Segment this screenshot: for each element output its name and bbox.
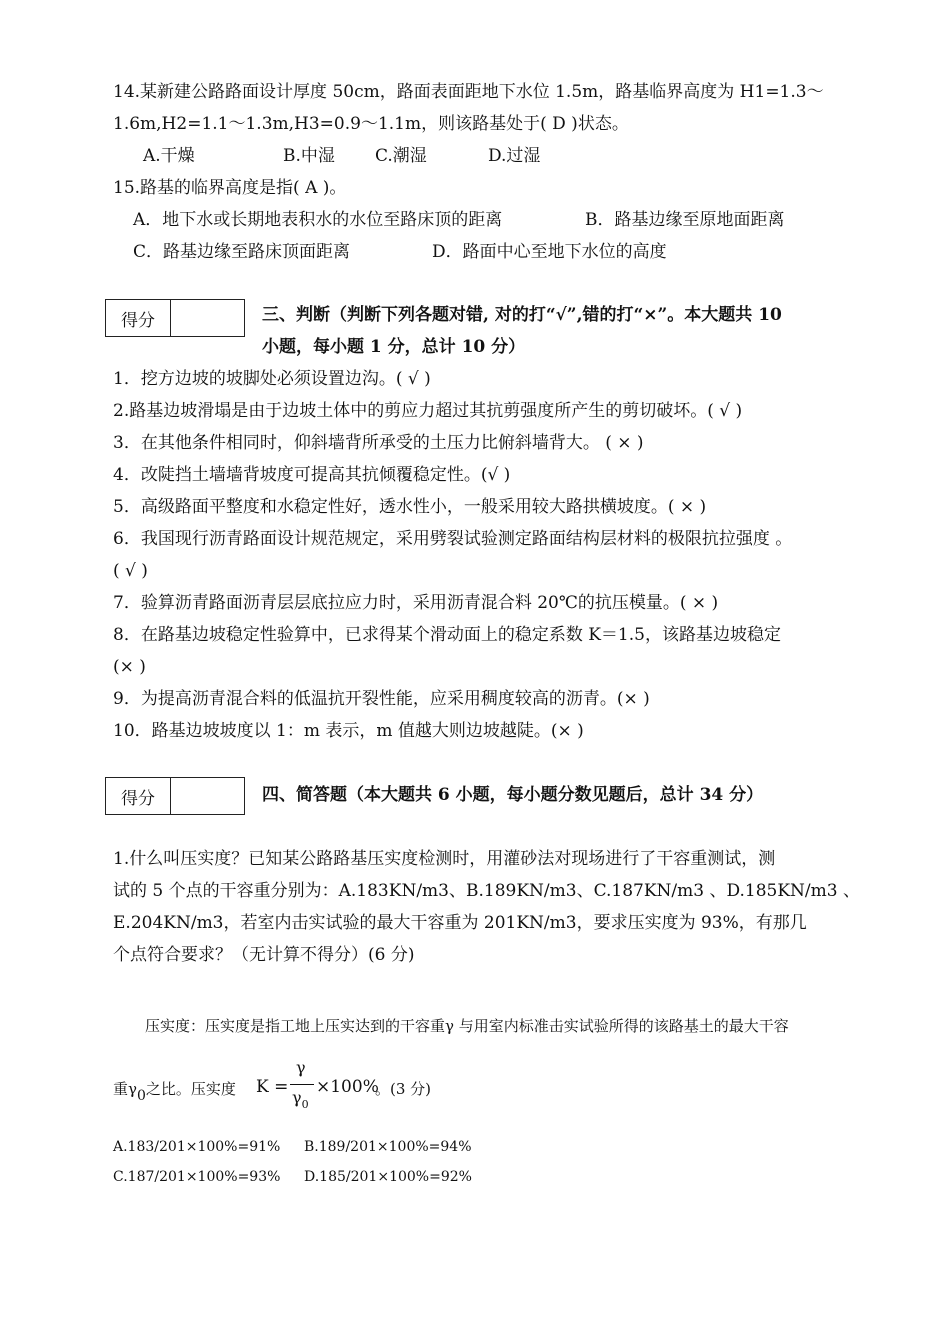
q14-line2: 1.6m,H2=1.1～1.3m,H3=0.9～1.1m，则该路基处于( D )状态。 [113, 114, 629, 134]
q15-option-c: C．路基边缘至路床顶面距离 [133, 242, 351, 262]
q-short-1-line2: 试的 5 个点的干容重分别为：A.183KN/m3、B.189KN/m3、C.187KN/m3 、D.185KN/m3 、 [113, 881, 860, 901]
q14-option-b: B.中湿 [283, 146, 335, 166]
judge-item-1: 1．挖方边坡的坡脚处必须设置边沟。( √ ) [113, 369, 431, 389]
judge-item-8-answer: (× ) [113, 657, 146, 677]
answer-gamma0-sub: 0 [136, 1088, 146, 1104]
section4-title: 四、简答题（本大题共 6 小题，每小题分数见题后，总计 34 分） [262, 785, 764, 805]
section3-title-line2: 小题，每小题 1 分，总计 10 分） [262, 337, 526, 357]
judge-item-6-answer: ( √ ) [113, 561, 148, 581]
section3-title-line1: 三、判断（判断下列各题对错, 对的打“√”,错的打“×”。本大题共 10 [262, 305, 782, 325]
score-box-section4 [105, 777, 245, 815]
calc-c: C.187/201×100%=93% [113, 1169, 281, 1185]
calc-d: D.185/201×100%=92% [304, 1169, 472, 1185]
judge-item-3: 3．在其他条件相同时，仰斜墙背所承受的土压力比俯斜墙背大。 ( × ) [113, 433, 644, 453]
q15-option-d: D．路面中心至地下水位的高度 [432, 242, 667, 262]
judge-item-8: 8．在路基边坡稳定性验算中，已求得某个滑动面上的稳定系数 K＝1.5，该路基边坡稳定 [113, 625, 781, 645]
judge-item-4: 4．改陡挡土墙墙背坡度可提高其抗倾覆稳定性。(√ ) [113, 465, 511, 485]
formula-den-gamma: γ [292, 1088, 302, 1107]
calc-b: B.189/201×100%=94% [304, 1139, 472, 1155]
judge-item-5: 5．高级路面平整度和水稳定性好，透水性小，一般采用较大路拱横坡度。( × ) [113, 497, 707, 517]
q15-stem: 15.路基的临界高度是指( A )。 [113, 178, 347, 198]
q-short-1-line3: E.204KN/m3，若室内击实试验的最大干容重为 201KN/m3，要求压实度为 93%，有那几 [113, 913, 807, 933]
q-short-1-line4: 个点符合要求？（无计算不得分）(6 分) [113, 945, 415, 965]
formula-rhs: ×100% [316, 1077, 379, 1097]
answer-line2-prefix [113, 1078, 236, 1104]
judge-item-2: 2.路基边坡滑塌是由于边坡土体中的剪应力超过其抗剪强度所产生的剪切破坏。( √ ) [113, 401, 743, 421]
fraction-bar [290, 1084, 314, 1085]
answer-line2-suffix: 。(3 分) [375, 1080, 432, 1098]
judge-item-10: 10．路基边坡坡度以 1：m 表示，m 值越大则边坡越陡。(× ) [113, 721, 584, 741]
judge-item-6: 6．我国现行沥青路面设计规范规定，采用劈裂试验测定路面结构层材料的极限抗拉强度 。 [113, 529, 793, 549]
score-label: 得分 [106, 778, 171, 814]
q15-option-a: A．地下水或长期地表积水的水位至路床顶的距离 [133, 210, 503, 230]
q14-option-a: A.干燥 [143, 146, 195, 166]
judge-item-7: 7．验算沥青路面沥青层层底拉应力时，采用沥青混合料 20℃的抗压模量。( × ) [113, 593, 719, 613]
score-value-field [171, 300, 244, 336]
answer-gamma0: 重γ [113, 1080, 137, 1098]
q14-option-d: D.过湿 [488, 146, 541, 166]
formula-denominator [292, 1088, 309, 1111]
score-box-section3 [105, 299, 245, 337]
formula-numerator: γ [296, 1058, 306, 1077]
formula-den-sub: 0 [301, 1098, 309, 1111]
q15-option-b: B．路基边缘至原地面距离 [585, 210, 785, 230]
formula-lhs: K = [256, 1077, 289, 1097]
q14-line1: 14.某新建公路路面设计厚度 50cm，路面表面距地下水位 1.5m，路基临界高度为 H1=1.3～ [113, 82, 824, 102]
q-short-1-line1: 1.什么叫压实度？已知某公路路基压实度检测时，用灌砂法对现场进行了干容重测试，测 [113, 849, 776, 869]
q14-option-c: C.潮湿 [375, 146, 427, 166]
answer-mid: 之比。压实度 [145, 1080, 236, 1098]
calc-a: A.183/201×100%=91% [113, 1139, 281, 1155]
score-value-field [171, 778, 244, 814]
answer-line1: 压实度：压实度是指工地上压实达到的干容重γ 与用室内标准击实试验所得的该路基土的最大干容 [145, 1017, 789, 1035]
score-label: 得分 [106, 300, 171, 336]
judge-item-9: 9．为提高沥青混合料的低温抗开裂性能，应采用稠度较高的沥青。(× ) [113, 689, 650, 709]
